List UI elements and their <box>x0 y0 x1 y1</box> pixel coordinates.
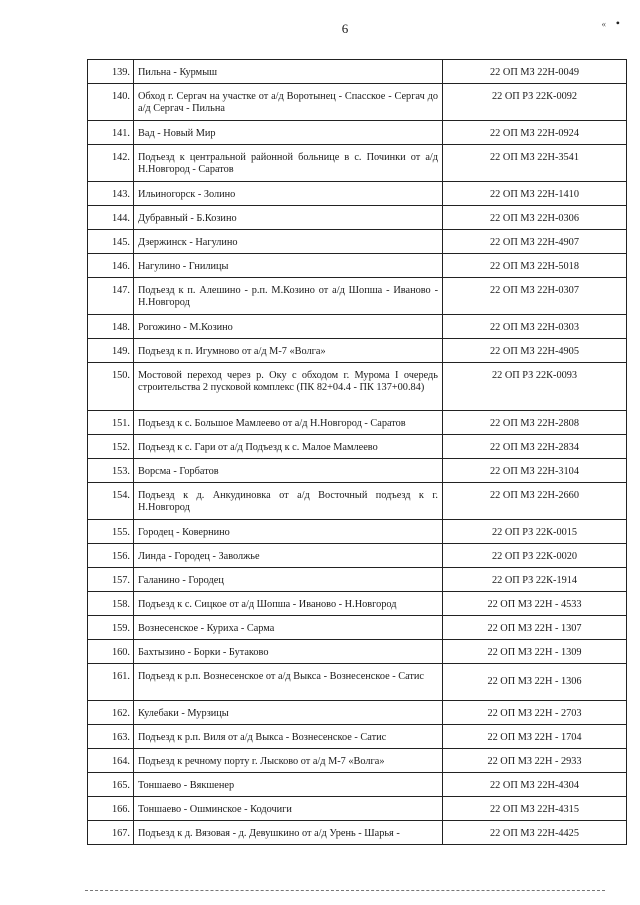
roads-table <box>87 59 627 845</box>
row-number: 149. <box>88 339 134 363</box>
road-code: 22 ОП МЗ 22Н-2808 <box>443 411 627 435</box>
row-number: 155. <box>88 520 134 544</box>
row-number: 167. <box>88 821 134 845</box>
row-number: 142. <box>88 145 134 182</box>
road-name: Вад - Новый Мир <box>134 121 443 145</box>
row-number: 161. <box>88 664 134 701</box>
road-code: 22 ОП МЗ 22Н-4315 <box>443 797 627 821</box>
road-name: Подъезд к п. Игумново от а/д М-7 «Волга» <box>134 339 443 363</box>
road-code: 22 ОП МЗ 22Н - 2933 <box>443 749 627 773</box>
road-name: Подъезд к п. Алешино - р.п. М.Козино от а/д Шопша - Иваново - Н.Новгород <box>134 278 443 315</box>
road-name: Кулебаки - Мурзицы <box>134 701 443 725</box>
road-name: Обход г. Сергач на участке от а/д Воротынец - Спасское - Сергач до а/д Сергач - Пильна <box>134 84 443 121</box>
row-number: 145. <box>88 230 134 254</box>
road-code: 22 ОП МЗ 22Н-5018 <box>443 254 627 278</box>
table-row <box>88 278 627 315</box>
table-row <box>88 797 627 821</box>
row-number: 150. <box>88 363 134 411</box>
row-number: 146. <box>88 254 134 278</box>
road-name: Мостовой переход через р. Оку с обходом г. Мурома I очередь строительства 2 пусковой комплекс (ПК 82+04.4 - ПК 137+00.84) <box>134 363 443 411</box>
table-row <box>88 483 627 520</box>
row-number: 147. <box>88 278 134 315</box>
road-code: 22 ОП МЗ 22Н-0049 <box>443 60 627 84</box>
scan-corner-mark: « <box>601 19 606 29</box>
road-code: 22 ОП МЗ 22Н-2660 <box>443 483 627 520</box>
table-row <box>88 701 627 725</box>
road-code: 22 ОП МЗ 22Н-2834 <box>443 435 627 459</box>
table-row <box>88 363 627 411</box>
road-code: 22 ОП МЗ 22Н-0306 <box>443 206 627 230</box>
road-name: Вознесенское - Курихa - Сарма <box>134 616 443 640</box>
road-name: Нагулино - Гнилицы <box>134 254 443 278</box>
road-code: 22 ОП МЗ 22Н-3104 <box>443 459 627 483</box>
table-row <box>88 664 627 701</box>
road-name: Подъезд к с. Гари от а/д Подъезд к с. Малое Мамлеево <box>134 435 443 459</box>
table-row <box>88 230 627 254</box>
road-name: Подъезд к д. Анкудиновка от а/д Восточный подъезд к г. Н.Новгород <box>134 483 443 520</box>
row-number: 143. <box>88 182 134 206</box>
road-name: Пильна - Курмыш <box>134 60 443 84</box>
table-row <box>88 821 627 845</box>
row-number: 141. <box>88 121 134 145</box>
road-name: Подъезд к д. Вязовая - д. Девушкино от а/д Урень - Шарья - <box>134 821 443 845</box>
row-number: 164. <box>88 749 134 773</box>
row-number: 139. <box>88 60 134 84</box>
road-code: 22 ОП МЗ 22Н-3541 <box>443 145 627 182</box>
road-name: Подъезд к с. Большое Мамлеево от а/д Н.Новгород - Саратов <box>134 411 443 435</box>
table-row <box>88 568 627 592</box>
table-row <box>88 206 627 230</box>
row-number: 157. <box>88 568 134 592</box>
road-name: Подъезд к центральной районной больнице в с. Починки от а/д Н.Новгород - Саратов <box>134 145 443 182</box>
road-code: 22 ОП МЗ 22Н - 2703 <box>443 701 627 725</box>
road-name: Рогожино - М.Козино <box>134 315 443 339</box>
road-name: Дубравный - Б.Козино <box>134 206 443 230</box>
row-number: 154. <box>88 483 134 520</box>
row-number: 163. <box>88 725 134 749</box>
table-row <box>88 339 627 363</box>
row-number: 159. <box>88 616 134 640</box>
page-number: 6 <box>341 21 349 36</box>
road-name: Бахтызино - Борки - Бутаково <box>134 640 443 664</box>
table-row <box>88 592 627 616</box>
road-code: 22 ОП МЗ 22Н - 4533 <box>443 592 627 616</box>
table-row <box>88 640 627 664</box>
row-number: 160. <box>88 640 134 664</box>
table-row <box>88 60 627 84</box>
road-code: 22 ОП МЗ 22Н-1410 <box>443 182 627 206</box>
row-number: 140. <box>88 84 134 121</box>
road-name: Подъезд к р.п. Виля от а/д Выкса - Вознесенское - Сатис <box>134 725 443 749</box>
table-row <box>88 544 627 568</box>
table-row <box>88 459 627 483</box>
road-name: Тоншаево - Вякшенер <box>134 773 443 797</box>
road-name: Галанино - Городец <box>134 568 443 592</box>
table-row <box>88 254 627 278</box>
scan-corner-dot: • <box>615 16 620 30</box>
table-row <box>88 411 627 435</box>
road-code: 22 ОП МЗ 22Н - 1307 <box>443 616 627 640</box>
road-name: Подъезд к с. Сицкое от а/д Шопша - Иваново - Н.Новгород <box>134 592 443 616</box>
row-number: 158. <box>88 592 134 616</box>
road-name: Тоншаево - Ошминское - Кодочиги <box>134 797 443 821</box>
road-code: 22 ОП МЗ 22Н - 1704 <box>443 725 627 749</box>
road-code: 22 ОП МЗ 22Н-4304 <box>443 773 627 797</box>
table-row <box>88 749 627 773</box>
road-code: 22 ОП РЗ 22К-0093 <box>443 363 627 411</box>
road-name: Ильиногорск - Золино <box>134 182 443 206</box>
road-code: 22 ОП РЗ 22К-0015 <box>443 520 627 544</box>
row-number: 166. <box>88 797 134 821</box>
table-row <box>88 182 627 206</box>
row-number: 162. <box>88 701 134 725</box>
table-row <box>88 725 627 749</box>
table-row <box>88 121 627 145</box>
row-number: 148. <box>88 315 134 339</box>
road-name: Городец - Ковернино <box>134 520 443 544</box>
road-name: Дзержинск - Нагулино <box>134 230 443 254</box>
table-row <box>88 616 627 640</box>
scan-bottom-edge <box>85 890 605 891</box>
road-code: 22 ОП МЗ 22Н-0307 <box>443 278 627 315</box>
road-name: Подъезд к р.п. Вознесенское от а/д Выкса - Вознесенское - Сатис <box>134 664 443 701</box>
road-code: 22 ОП МЗ 22Н-4907 <box>443 230 627 254</box>
row-number: 144. <box>88 206 134 230</box>
table-row <box>88 84 627 121</box>
table-row <box>88 145 627 182</box>
road-code: 22 ОП РЗ 22К-0020 <box>443 544 627 568</box>
table-row <box>88 435 627 459</box>
road-code: 22 ОП МЗ 22Н-0924 <box>443 121 627 145</box>
road-name: Линда - Городец - Заволжье <box>134 544 443 568</box>
row-number: 153. <box>88 459 134 483</box>
table-row <box>88 520 627 544</box>
table-row <box>88 315 627 339</box>
road-code: 22 ОП МЗ 22Н-0303 <box>443 315 627 339</box>
row-number: 151. <box>88 411 134 435</box>
road-name: Ворсма - Горбатов <box>134 459 443 483</box>
row-number: 156. <box>88 544 134 568</box>
road-code: 22 ОП МЗ 22Н-4425 <box>443 821 627 845</box>
table-row <box>88 773 627 797</box>
road-code: 22 ОП РЗ 22К-0092 <box>443 84 627 121</box>
road-code: 22 ОП МЗ 22Н - 1306 <box>443 664 627 701</box>
road-code: 22 ОП РЗ 22К-1914 <box>443 568 627 592</box>
road-code: 22 ОП МЗ 22Н - 1309 <box>443 640 627 664</box>
row-number: 152. <box>88 435 134 459</box>
row-number: 165. <box>88 773 134 797</box>
road-code: 22 ОП МЗ 22Н-4905 <box>443 339 627 363</box>
road-name: Подъезд к речному порту г. Лысково от а/д М-7 «Волга» <box>134 749 443 773</box>
